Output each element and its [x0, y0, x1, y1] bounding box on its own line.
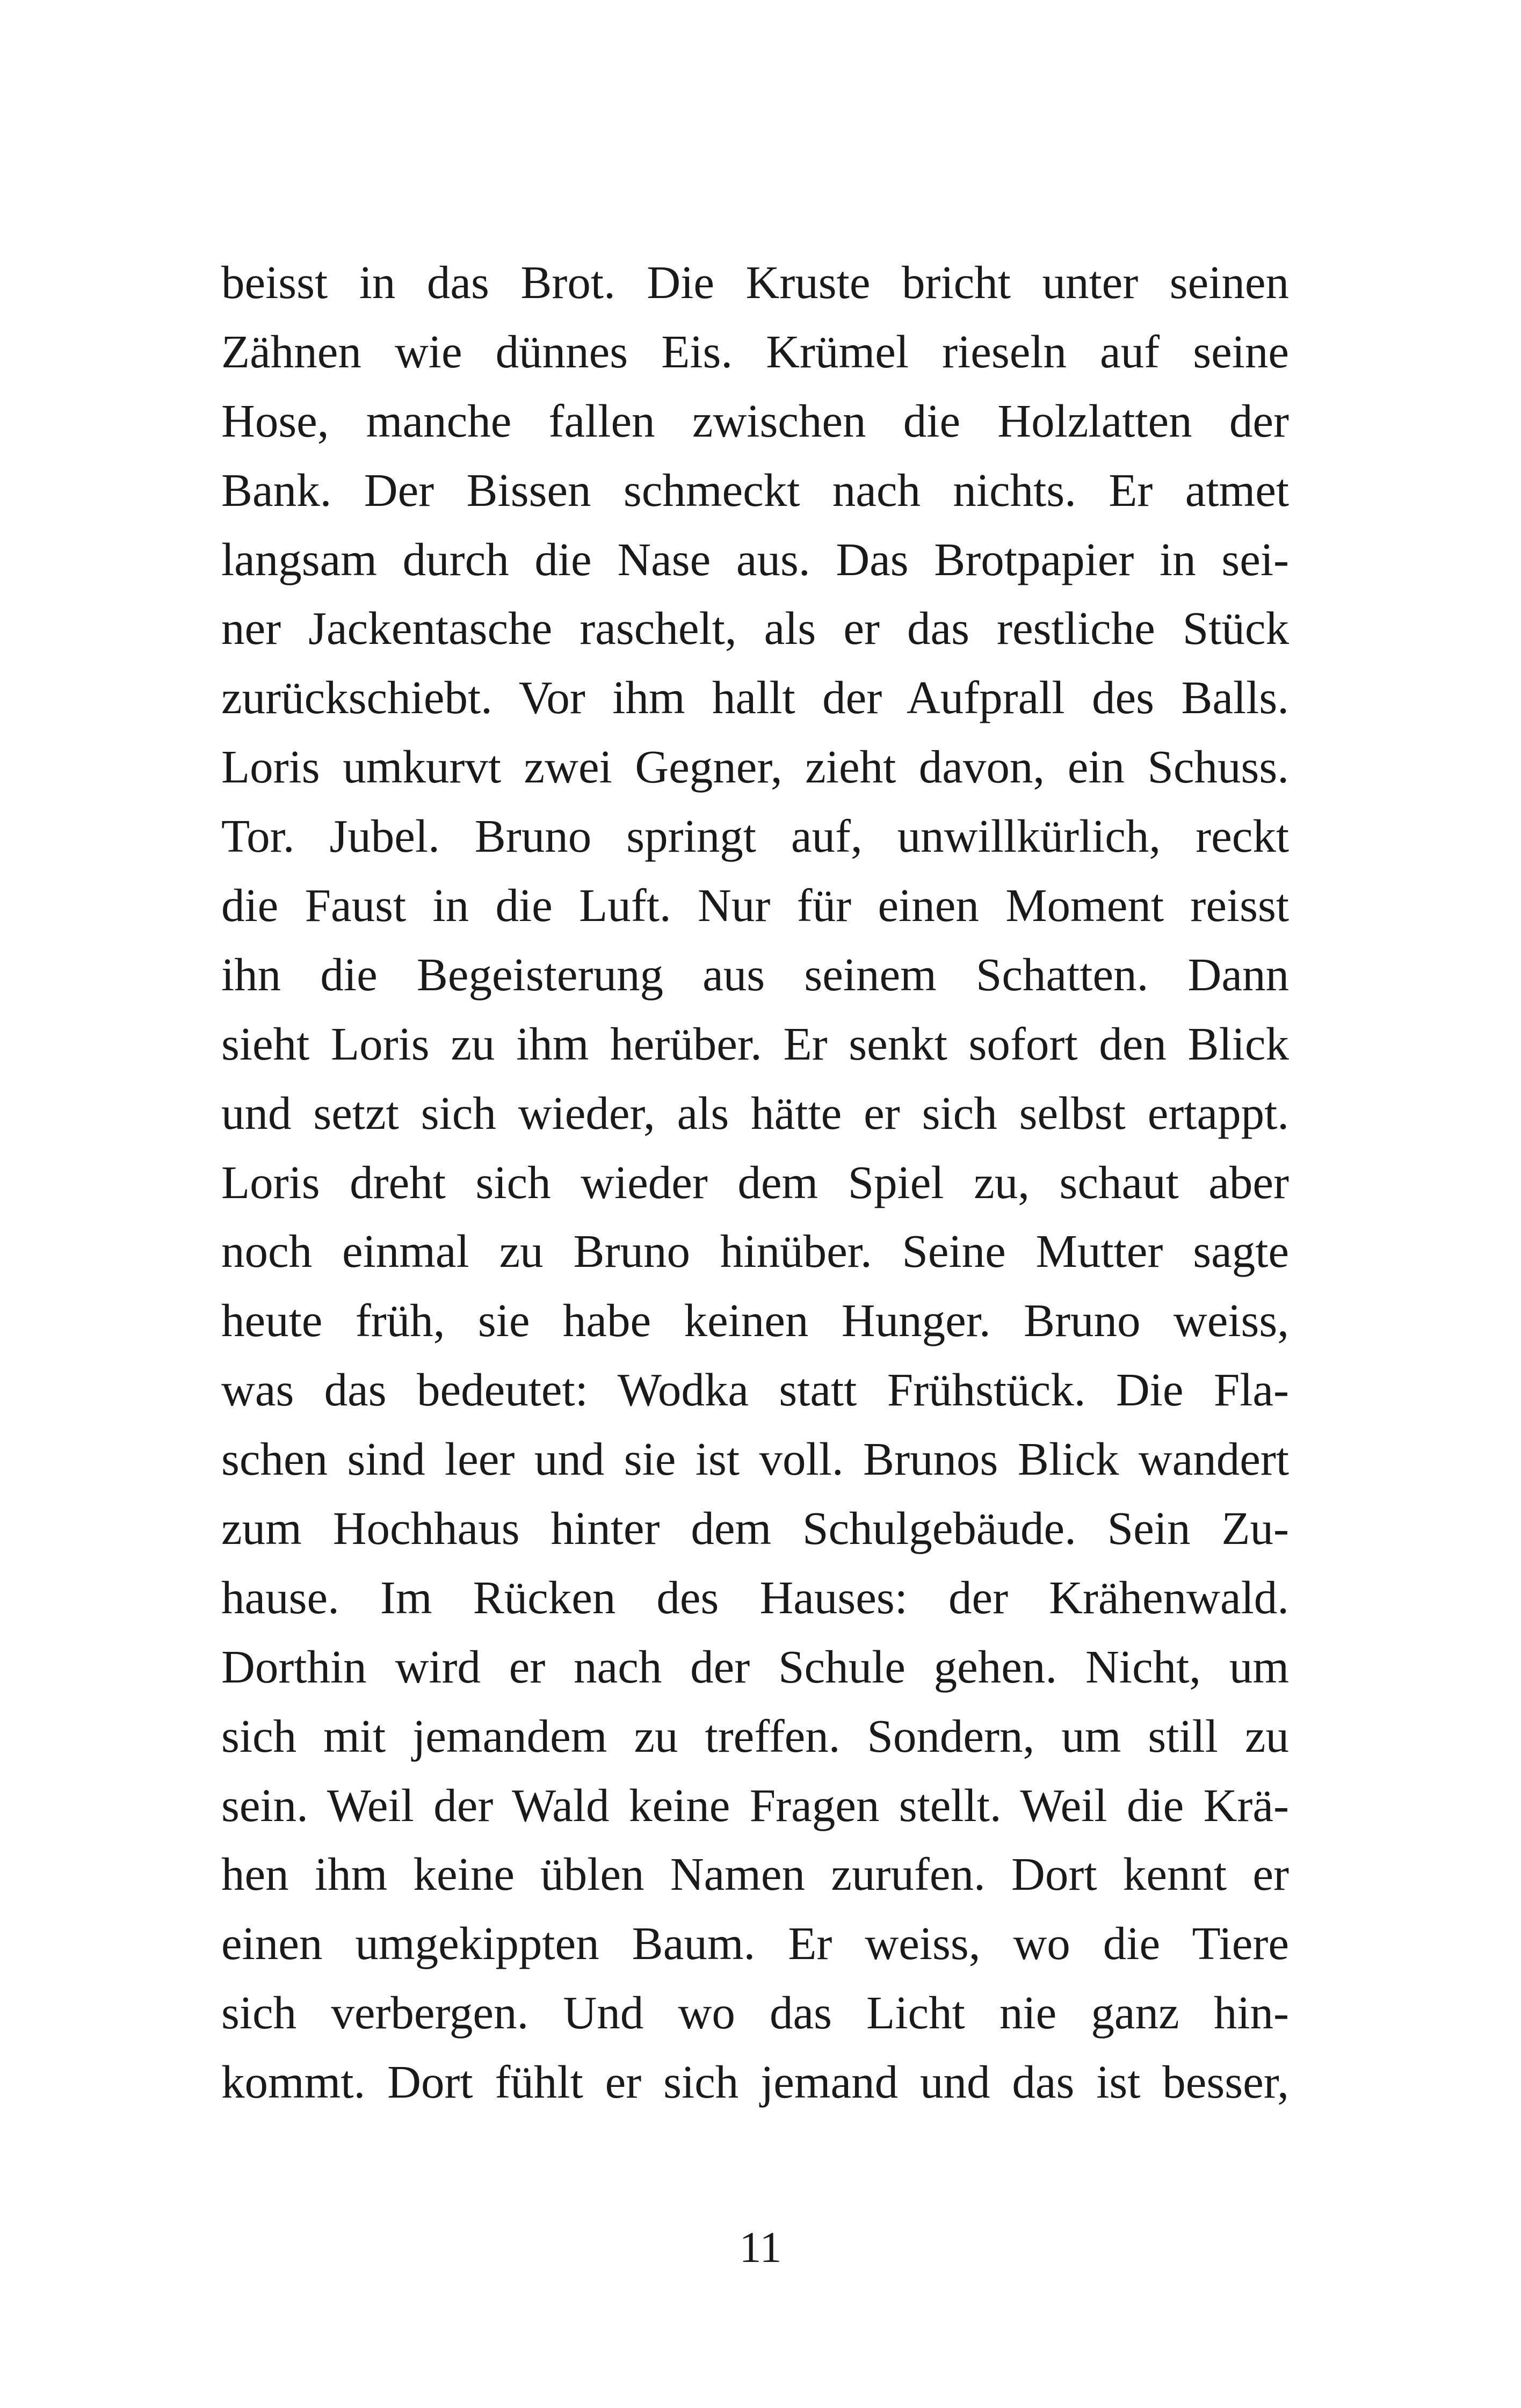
text-line: die Faust in die Luft. Nur für einen Moment reisst — [221, 879, 1289, 932]
text-line: sein. Weil der Wald keine Fragen stellt. Weil die Krä- — [221, 1779, 1289, 1831]
text-line: noch einmal zu Bruno hinüber. Seine Mutter sagte — [221, 1225, 1289, 1278]
text-line: sieht Loris zu ihm herüber. Er senkt sofort den Blick — [221, 1017, 1289, 1070]
text-line: hen ihm keine üblen Namen zurufen. Dort kennt er — [221, 1848, 1289, 1901]
text-line: sich verbergen. Und wo das Licht nie ganz hin- — [221, 1986, 1289, 2039]
text-line: was das bedeutet: Wodka statt Frühstück. Die Fla- — [221, 1363, 1289, 1416]
text-line: langsam durch die Nase aus. Das Brotpapier in sei- — [221, 533, 1289, 585]
text-line: beisst in das Brot. Die Kruste bricht unter seinen — [221, 256, 1289, 308]
text-line: zurückschiebt. Vor ihm hallt der Aufprall des Balls. — [221, 671, 1289, 724]
text-line: Bank. Der Bissen schmeckt nach nichts. Er atmet — [221, 463, 1289, 516]
text-line: schen sind leer und sie ist voll. Brunos Blick wandert — [221, 1433, 1289, 1485]
text-line: Dorthin wird er nach der Schule gehen. Nicht, um — [221, 1640, 1289, 1693]
text-line: einen umgekippten Baum. Er weiss, wo die Tiere — [221, 1917, 1289, 1970]
text-line: zum Hochhaus hinter dem Schulgebäude. Sein Zu- — [221, 1502, 1289, 1555]
text-line: kommt. Dort fühlt er sich jemand und das ist besser, — [221, 2056, 1289, 2108]
text-line: Hose, manche fallen zwischen die Holzlatten der — [221, 394, 1289, 447]
text-line: Zähnen wie dünnes Eis. Krümel rieseln auf seine — [221, 325, 1289, 378]
text-line: und setzt sich wieder, als hätte er sich selbst ertappt. — [221, 1086, 1289, 1139]
text-line: Loris umkurvt zwei Gegner, zieht davon, ein Schuss. — [221, 741, 1289, 793]
text-line: ihn die Begeisterung aus seinem Schatten. Dann — [221, 948, 1289, 1000]
text-line: ner Jackentasche raschelt, als er das restliche Stück — [221, 602, 1289, 655]
text-line: heute früh, sie habe keinen Hunger. Bruno weiss, — [221, 1294, 1289, 1347]
text-line: Tor. Jubel. Bruno springt auf, unwillkürlich, reckt — [221, 810, 1289, 862]
text-line: hause. Im Rücken des Hauses: der Krähenwald. — [221, 1571, 1289, 1623]
text-line: Loris dreht sich wieder dem Spiel zu, schaut aber — [221, 1156, 1289, 1208]
page-number: 11 — [739, 2223, 782, 2272]
text-line: sich mit jemandem zu treffen. Sondern, um still zu — [221, 1709, 1289, 1762]
body-text — [221, 248, 1289, 2117]
